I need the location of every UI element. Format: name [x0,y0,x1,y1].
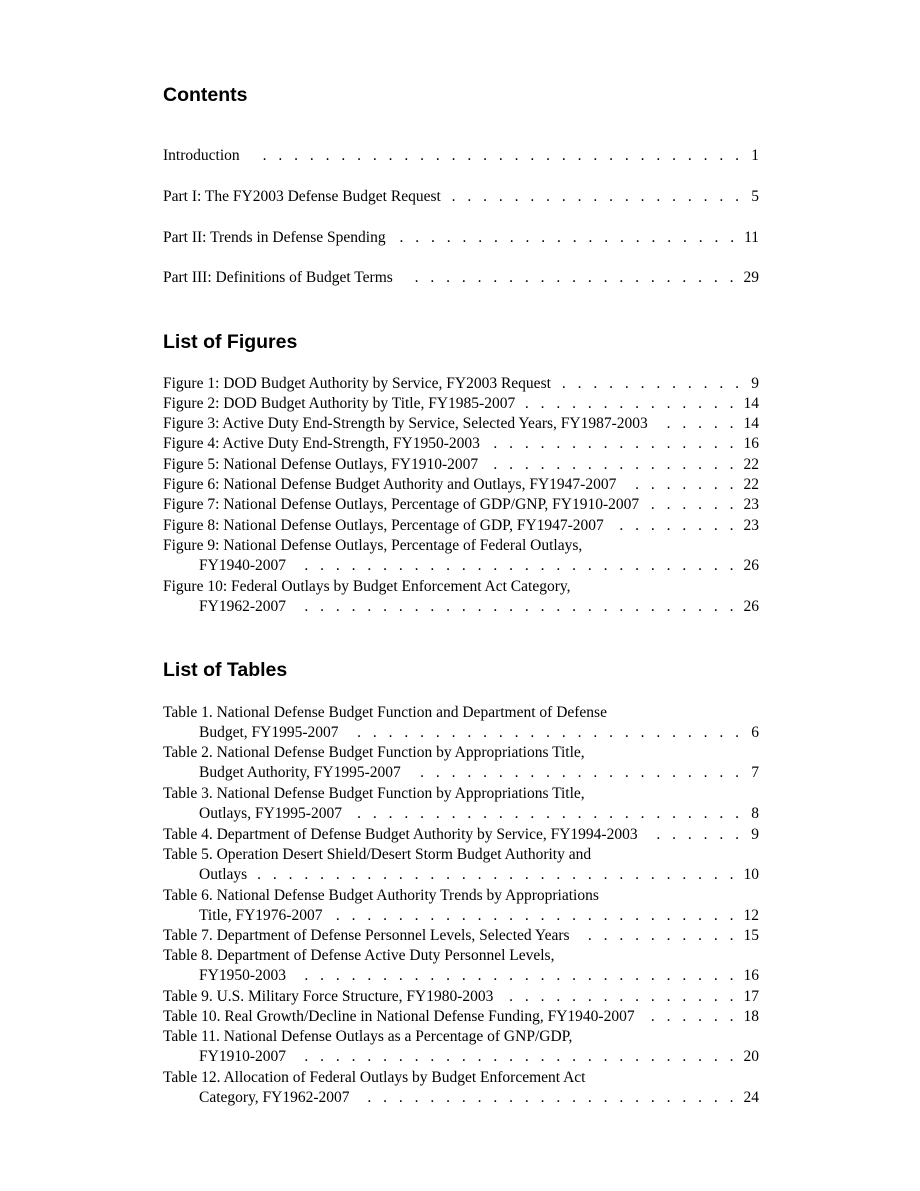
figure-entry[interactable] [163,455,759,475]
entry-title: Table 1. National Defense Budget Function and Department of Defense [163,704,607,721]
figures-heading: List of Figures [163,331,298,353]
entry-page: 15 [743,927,759,944]
entry-title: Table 5. Operation Desert Shield/Desert Storm Budget Authority and [163,846,592,863]
entry-title: Part III: Definitions of Budget Terms [163,269,393,286]
toc-entry[interactable] [163,146,759,166]
entry-title: Table 12. Allocation of Federal Outlays by Budget Enforcement Act [163,1069,586,1086]
entry-title: Introduction [163,147,240,164]
contents-heading: Contents [163,84,248,106]
figure-entry[interactable] [163,434,759,454]
entry-title: Figure 2: DOD Budget Authority by Title, FY1985-2007 [163,395,516,412]
entry-page: 10 [743,866,759,883]
entry-title: Figure 5: National Defense Outlays, FY1910-2007 [163,456,479,473]
entry-page: 20 [743,1048,759,1065]
table-entry[interactable] [163,845,759,885]
entry-page: 26 [743,598,759,615]
figure-entry[interactable] [163,394,759,414]
entry-continuation: FY1950-2003 [199,967,286,984]
table-entry[interactable] [163,784,759,824]
entry-title: Table 7. Department of Defense Personnel Levels, Selected Years [163,927,570,944]
toc-entry[interactable] [163,228,759,248]
table-entry[interactable] [163,1068,759,1108]
entry-page: 17 [743,988,759,1005]
entry-page: 9 [751,826,759,843]
entry-title: Part I: The FY2003 Defense Budget Request [163,188,441,205]
entry-page: 1 [751,147,759,164]
figure-entry[interactable] [163,495,759,515]
entry-continuation: FY1962-2007 [199,598,286,615]
entry-page: 23 [743,517,759,534]
entry-title: Table 2. National Defense Budget Function by Appropriations Title, [163,744,585,761]
toc-entry[interactable] [163,268,759,288]
entry-page: 22 [743,456,759,473]
figure-entry[interactable] [163,536,759,576]
table-entry[interactable] [163,946,759,986]
entry-page: 14 [743,395,759,412]
entry-title: Figure 6: National Defense Budget Authority and Outlays, FY1947-2007 [163,476,617,493]
entry-continuation: Outlays, FY1995-2007 [199,805,342,822]
entry-page: 8 [751,805,759,822]
entry-title: Table 3. National Defense Budget Function by Appropriations Title, [163,785,585,802]
entry-page: 14 [743,415,759,432]
table-entry[interactable] [163,926,759,946]
toc-entry[interactable] [163,187,759,207]
entry-page: 11 [744,229,759,246]
figure-entry[interactable] [163,414,759,434]
figure-entry[interactable] [163,475,759,495]
table-entry[interactable] [163,987,759,1007]
entry-title: Table 4. Department of Defense Budget Authority by Service, FY1994-2003 [163,826,638,843]
entry-page: 18 [743,1008,759,1025]
entry-page: 9 [751,375,759,392]
entry-page: 24 [743,1089,759,1106]
entry-title: Table 6. National Defense Budget Authority Trends by Appropriations [163,887,599,904]
table-entry[interactable] [163,886,759,926]
entry-page: 5 [751,188,759,205]
entry-page: 29 [743,269,759,286]
entry-page: 7 [751,764,759,781]
entry-title: Figure 9: National Defense Outlays, Percentage of Federal Outlays, [163,537,583,554]
entry-continuation: Category, FY1962-2007 [199,1089,350,1106]
entry-page: 16 [743,967,759,984]
entry-title: Table 8. Department of Defense Active Duty Personnel Levels, [163,947,555,964]
entry-title: Table 9. U.S. Military Force Structure, FY1980-2003 [163,988,494,1005]
figure-entry[interactable] [163,374,759,394]
entry-page: 12 [743,907,759,924]
entry-page: 16 [743,435,759,452]
entry-continuation: Title, FY1976-2007 [199,907,323,924]
entry-page: 22 [743,476,759,493]
figure-entry[interactable] [163,516,759,536]
entry-page: 26 [743,557,759,574]
entry-title: Figure 4: Active Duty End-Strength, FY1950-2003 [163,435,480,452]
entry-title: Figure 1: DOD Budget Authority by Service, FY2003 Request [163,375,551,392]
entry-continuation: Budget, FY1995-2007 [199,724,339,741]
entry-title: Table 11. National Defense Outlays as a Percentage of GNP/GDP, [163,1028,573,1045]
entry-continuation: FY1910-2007 [199,1048,286,1065]
table-entry[interactable] [163,1027,759,1067]
entry-continuation: Outlays [199,866,248,883]
entry-title: Table 10. Real Growth/Decline in National Defense Funding, FY1940-2007 [163,1008,635,1025]
entry-continuation: FY1940-2007 [199,557,286,574]
entry-page: 6 [751,724,759,741]
table-entry[interactable] [163,703,759,743]
entry-title: Figure 10: Federal Outlays by Budget Enforcement Act Category, [163,578,571,595]
table-entry[interactable] [163,825,759,845]
entry-title: Part II: Trends in Defense Spending [163,229,386,246]
entry-continuation: Budget Authority, FY1995-2007 [199,764,401,781]
table-entry[interactable] [163,743,759,783]
entry-title: Figure 8: National Defense Outlays, Percentage of GDP, FY1947-2007 [163,517,604,534]
entry-title: Figure 7: National Defense Outlays, Percentage of GDP/GNP, FY1910-2007 [163,496,640,513]
figure-entry[interactable] [163,577,759,617]
entry-title: Figure 3: Active Duty End-Strength by Service, Selected Years, FY1987-2003 [163,415,648,432]
tables-heading: List of Tables [163,659,288,681]
table-entry[interactable] [163,1007,759,1027]
entry-page: 23 [743,496,759,513]
